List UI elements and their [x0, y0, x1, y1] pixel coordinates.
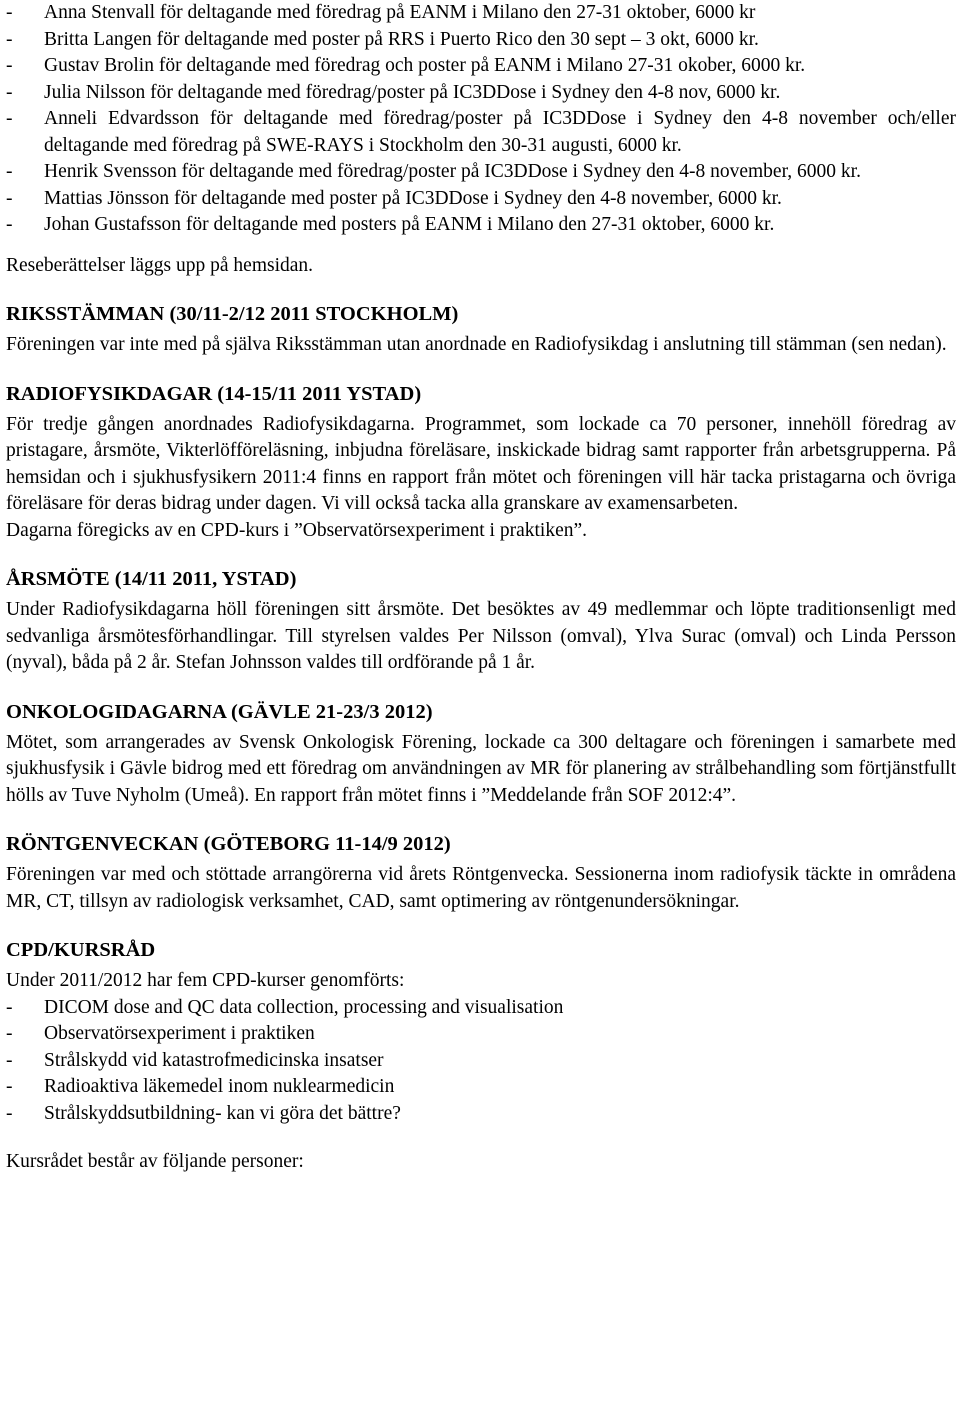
list-item — [6, 1074, 956, 1101]
list-item-text: Observatörsexperiment i praktiken — [44, 1023, 315, 1044]
list-item — [6, 212, 956, 239]
section-paragraph: Föreningen var med och stöttade arrangörerna vid årets Röntgenvecka. Sessionerna inom radiofysik täckte in områdena MR, CT, tillsyn av radiologisk verksamhet, CAD, samt optimering av röntgenundersökningar. — [6, 864, 956, 912]
section-paragraph: Kursrådet består av följande personer: — [6, 1151, 304, 1172]
travel-note: Reseberättelser läggs upp på hemsidan. — [6, 254, 314, 276]
document-page — [6, 0, 956, 1176]
section-paragraph: Under 2011/2012 har fem CPD-kurser genomförts: — [6, 970, 405, 991]
section-paragraph: Under Radiofysikdagarna höll föreningen sitt årsmöte. Det besöktes av 49 medlemmar och löpte traditionsenligt med sedvanliga årsmötesförhandlingar. Till styrelsen valdes Per Nilsson (omval), Ylva Surac (omval) och Linda Persson (nyval), båda på 2 år. Stefan Johnsson valdes till ordförande på 1 år. — [6, 599, 956, 673]
list-item-text: Anneli Edvardsson för deltagande med föredrag/poster på IC3DDose i Sydney den 4-8 november och/eller deltagande med föredrag på SWE-RAYS i Stockholm den 30-31 augusti, 6000 kr. — [44, 108, 956, 156]
bullet-dash: - — [6, 161, 13, 182]
section-heading-rontgenveckan: RÖNTGENVECKAN (GÖTEBORG 11-14/9 2012) — [6, 833, 451, 855]
bullet-dash: - — [6, 1076, 13, 1097]
bullet-dash: - — [6, 55, 13, 76]
list-item — [6, 106, 956, 159]
bullet-dash: - — [6, 187, 13, 209]
bullet-dash: - — [6, 1023, 13, 1044]
bullet-dash: - — [6, 28, 13, 50]
list-item — [6, 159, 956, 186]
list-item — [6, 1101, 956, 1128]
section-heading-cpd: CPD/KURSRÅD — [6, 939, 156, 961]
bullet-dash: - — [6, 1102, 13, 1124]
bullet-dash: - — [6, 2, 13, 23]
list-item-text: Henrik Svensson för deltagande med föredrag/poster på IC3DDose i Sydney den 4-8 november, 6000 kr. — [44, 161, 861, 182]
list-item — [6, 1021, 956, 1048]
list-item-text: Gustav Brolin för deltagande med föredrag och poster på EANM i Milano 27-31 okober, 6000 kr. — [44, 55, 806, 76]
list-item — [6, 53, 956, 80]
list-item — [6, 1048, 956, 1075]
section-heading-arsmote: ÅRSMÖTE (14/11 2011, YSTAD) — [6, 568, 297, 590]
bullet-dash: - — [6, 996, 13, 1018]
list-item-text: Strålskyddsutbildning- kan vi göra det bättre? — [44, 1102, 401, 1124]
list-item — [6, 80, 956, 107]
list-item-text: Anna Stenvall för deltagande med föredrag på EANM i Milano den 27-31 oktober, 6000 kr — [44, 2, 756, 23]
list-item-text: Julia Nilsson för deltagande med föredrag/poster på IC3DDose i Sydney den 4-8 nov, 6000 kr. — [44, 81, 781, 103]
list-item-text: Britta Langen för deltagande med poster på RRS i Puerto Rico den 30 sept – 3 okt, 6000 kr. — [44, 28, 759, 50]
section-heading-riksstamman: RIKSSTÄMMAN (30/11-2/12 2011 STOCKHOLM) — [6, 303, 459, 325]
list-item-text: DICOM dose and QC data collection, processing and visualisation — [44, 996, 564, 1018]
section-paragraph: För tredje gången anordnades Radiofysikdagarna. Programmet, som lockade ca 70 personer, innehöll föredrag av pristagare, årsmöte, Vikterlöfföreläsning, inbjudna föreläsare, inskickade bidrag samt rapporter från arbetsgrupperna. På hemsidan och i sjukhusfysikern 2011:4 finns en rapport från mötet och föreningen vill här tacka pristagarna och övriga föreläsare för deras bidrag under dagen. Vi vill också tacka alla granskare av examensarbeten. — [6, 413, 956, 514]
list-item — [6, 27, 956, 54]
list-item — [6, 186, 956, 213]
list-item-text: Strålskydd vid katastrofmedicinska insatser — [44, 1049, 384, 1071]
bullet-dash: - — [6, 108, 13, 129]
bullet-dash: - — [6, 1049, 13, 1071]
list-item — [6, 0, 956, 27]
list-item-text: Mattias Jönsson för deltagande med poster på IC3DDose i Sydney den 4-8 november, 6000 kr. — [44, 187, 782, 209]
list-item-text: Radioaktiva läkemedel inom nuklearmedicin — [44, 1076, 395, 1097]
travel-grant-list — [6, 0, 956, 239]
section-paragraph: Dagarna föregicks av en CPD-kurs i ”Observatörsexperiment i praktiken”. — [6, 519, 588, 541]
section-paragraph: Föreningen var inte med på själva Riksstämman utan anordnade en Radiofysikdag i anslutning till stämman (sen nedan). — [6, 334, 947, 355]
list-item — [6, 995, 956, 1022]
section-heading-radiofysikdagar: RADIOFYSIKDAGAR (14-15/11 2011 YSTAD) — [6, 382, 422, 405]
bullet-dash: - — [6, 214, 13, 235]
bullet-dash: - — [6, 81, 13, 103]
list-item-text: Johan Gustafsson för deltagande med posters på EANM i Milano den 27-31 oktober, 6000 kr. — [44, 214, 775, 235]
section-paragraph: Mötet, som arrangerades av Svensk Onkologisk Förening, lockade ca 300 deltagare och föreningen i samarbete med sjukhusfysik i Gävle bidrog med ett föredrag om användningen av MR för planering av strålbehandling som förtjänstfullt hölls av Tuve Nyholm (Umeå). En rapport från mötet finns i ”Meddelande från SOF 2012:4”. — [6, 731, 956, 806]
section-heading-onkologidagarna: ONKOLOGIDAGARNA (GÄVLE 21-23/3 2012) — [6, 700, 433, 723]
cpd-course-list — [6, 995, 956, 1128]
